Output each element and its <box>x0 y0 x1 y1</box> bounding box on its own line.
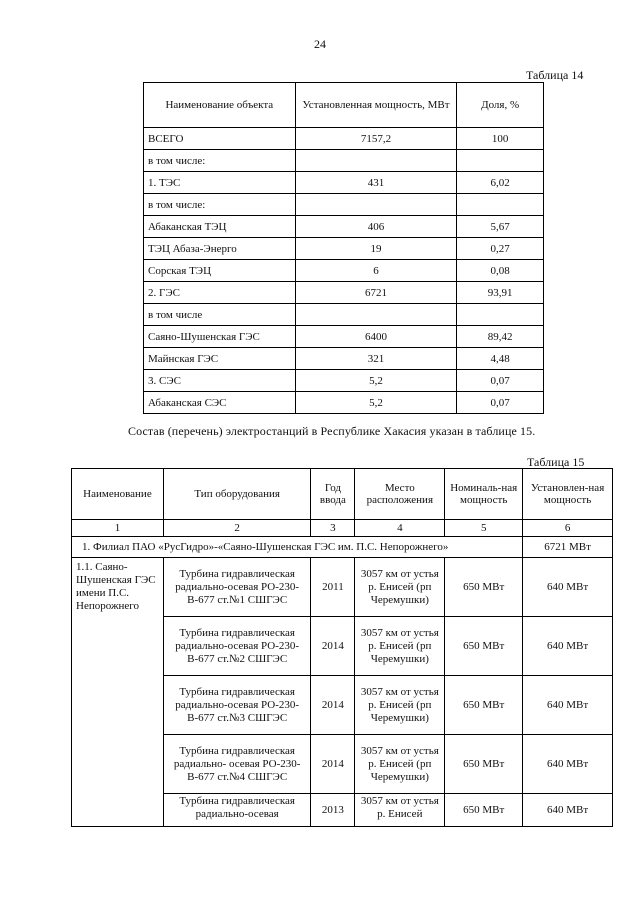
table14-cell-share: 5,67 <box>457 216 544 238</box>
table14-cell-power: 7157,2 <box>295 128 457 150</box>
col-number: 4 <box>355 520 445 537</box>
table15-cell-nominal: 650 МВт <box>445 735 523 794</box>
table14-header-name: Наименование объекта <box>144 83 296 128</box>
table15-number-row <box>72 520 613 537</box>
table15-cell-location: 3057 км от устья р. Енисей (рп Черемушки) <box>355 676 445 735</box>
table14-cell-power: 6400 <box>295 326 457 348</box>
col-number: 5 <box>445 520 523 537</box>
table15-caption: Таблица 15 <box>527 455 585 469</box>
page-number: 24 <box>314 37 326 51</box>
table14-cell-power: 5,2 <box>295 392 457 414</box>
table15-cell-location: 3057 км от устья р. Енисей (рп Черемушки) <box>355 558 445 617</box>
table14-caption: Таблица 14 <box>526 68 584 82</box>
table14-cell-name: Абаканская СЭС <box>144 392 296 414</box>
table15-cell-type: Турбина гидравлическая радиально-осевая РО-230-В-677 ст.№3 СШГЭС <box>163 676 311 735</box>
station-name: 1.1. Саяно-Шушенская ГЭС имени П.С. Непорожнего <box>72 558 164 827</box>
table15-cell-installed: 640 МВт <box>523 794 613 827</box>
table14-cell-name: ТЭЦ Абаза-Энерго <box>144 238 296 260</box>
table14-header-share: Доля, % <box>457 83 544 128</box>
table14-cell-share: 0,07 <box>457 392 544 414</box>
table15-cell-location: 3057 км от устья р. Енисей <box>355 794 445 827</box>
table14-cell-power: 6721 <box>295 282 457 304</box>
col-number: 1 <box>72 520 164 537</box>
table14-cell-share: 4,48 <box>457 348 544 370</box>
branch-label: 1. Филиал ПАО «РусГидро»-«Саяно-Шушенская ГЭС им. П.С. Непорожнего» <box>72 537 523 558</box>
table15-cell-type: Турбина гидравлическая радиально-осевая РО-230-В-677 ст.№2 СШГЭС <box>163 617 311 676</box>
table15-cell-location: 3057 км от устья р. Енисей (рп Черемушки) <box>355 735 445 794</box>
table14-cell-share: 6,02 <box>457 172 544 194</box>
table15-header-nominal: Номиналь-ная мощность <box>445 469 523 520</box>
table15-cell-type: Турбина гидравлическая радиально-осевая РО-230-В-677 ст.№1 СШГЭС <box>163 558 311 617</box>
table15-cell-nominal: 650 МВт <box>445 794 523 827</box>
table15-header-installed: Установлен-ная мощность <box>523 469 613 520</box>
table14-cell-name: 3. СЭС <box>144 370 296 392</box>
col-number: 2 <box>163 520 311 537</box>
col-number: 6 <box>523 520 613 537</box>
table14-cell-share: 89,42 <box>457 326 544 348</box>
table14-cell-share: 93,91 <box>457 282 544 304</box>
table14-cell-power: 431 <box>295 172 457 194</box>
table14-header-power: Установленная мощность, МВт <box>295 83 457 128</box>
table14-cell-power: 19 <box>295 238 457 260</box>
table14-cell-share: 0,07 <box>457 370 544 392</box>
table15-cell-nominal: 650 МВт <box>445 558 523 617</box>
branch-power: 6721 МВт <box>523 537 613 558</box>
table14-cell-share: 100 <box>457 128 544 150</box>
table14-cell-name: в том числе: <box>144 194 296 216</box>
table-15 <box>71 468 613 827</box>
table15-cell-nominal: 650 МВт <box>445 676 523 735</box>
table14-cell-name: Саяно-Шушенская ГЭС <box>144 326 296 348</box>
table15-cell-installed: 640 МВт <box>523 617 613 676</box>
table15-cell-nominal: 650 МВт <box>445 617 523 676</box>
intro-paragraph: Состав (перечень) электростанций в Республике Хакасия указан в таблице 15. <box>128 424 536 438</box>
table14-cell-name: Абаканская ТЭЦ <box>144 216 296 238</box>
table14-cell-name: Майнская ГЭС <box>144 348 296 370</box>
table15-cell-year: 2014 <box>311 676 355 735</box>
table14-cell-name: 1. ТЭС <box>144 172 296 194</box>
table15-cell-year: 2011 <box>311 558 355 617</box>
table15-header-location: Место расположения <box>355 469 445 520</box>
table15-cell-year: 2014 <box>311 735 355 794</box>
table14-cell-power: 5,2 <box>295 370 457 392</box>
table15-header-name: Наименование <box>72 469 164 520</box>
table14-cell-name: Сорская ТЭЦ <box>144 260 296 282</box>
table15-cell-installed: 640 МВт <box>523 735 613 794</box>
table14-cell-name: ВСЕГО <box>144 128 296 150</box>
table14-cell-name: 2. ГЭС <box>144 282 296 304</box>
table15-cell-installed: 640 МВт <box>523 558 613 617</box>
table14-cell-power: 6 <box>295 260 457 282</box>
col-number: 3 <box>311 520 355 537</box>
table15-cell-year: 2014 <box>311 617 355 676</box>
table15-branch-row <box>72 537 613 558</box>
table15-cell-type: Турбина гидравлическая радиально-осевая <box>163 794 311 827</box>
table14-cell-power: 406 <box>295 216 457 238</box>
table15-cell-location: 3057 км от устья р. Енисей (рп Черемушки) <box>355 617 445 676</box>
table15-row <box>72 558 613 617</box>
table15-header-row <box>72 469 613 520</box>
table14-cell-share: 0,08 <box>457 260 544 282</box>
table14-cell-share: 0,27 <box>457 238 544 260</box>
table15-cell-type: Турбина гидравлическая радиально- осевая РО-230-В-677 ст.№4 СШГЭС <box>163 735 311 794</box>
table14-cell-power: 321 <box>295 348 457 370</box>
table15-header-year: Год ввода <box>311 469 355 520</box>
table14-cell-name: в том числе: <box>144 150 296 172</box>
table15-cell-year: 2013 <box>311 794 355 827</box>
table15-header-type: Тип оборудования <box>163 469 311 520</box>
table15-cell-installed: 640 МВт <box>523 676 613 735</box>
table14-cell-name: в том числе <box>144 304 296 326</box>
